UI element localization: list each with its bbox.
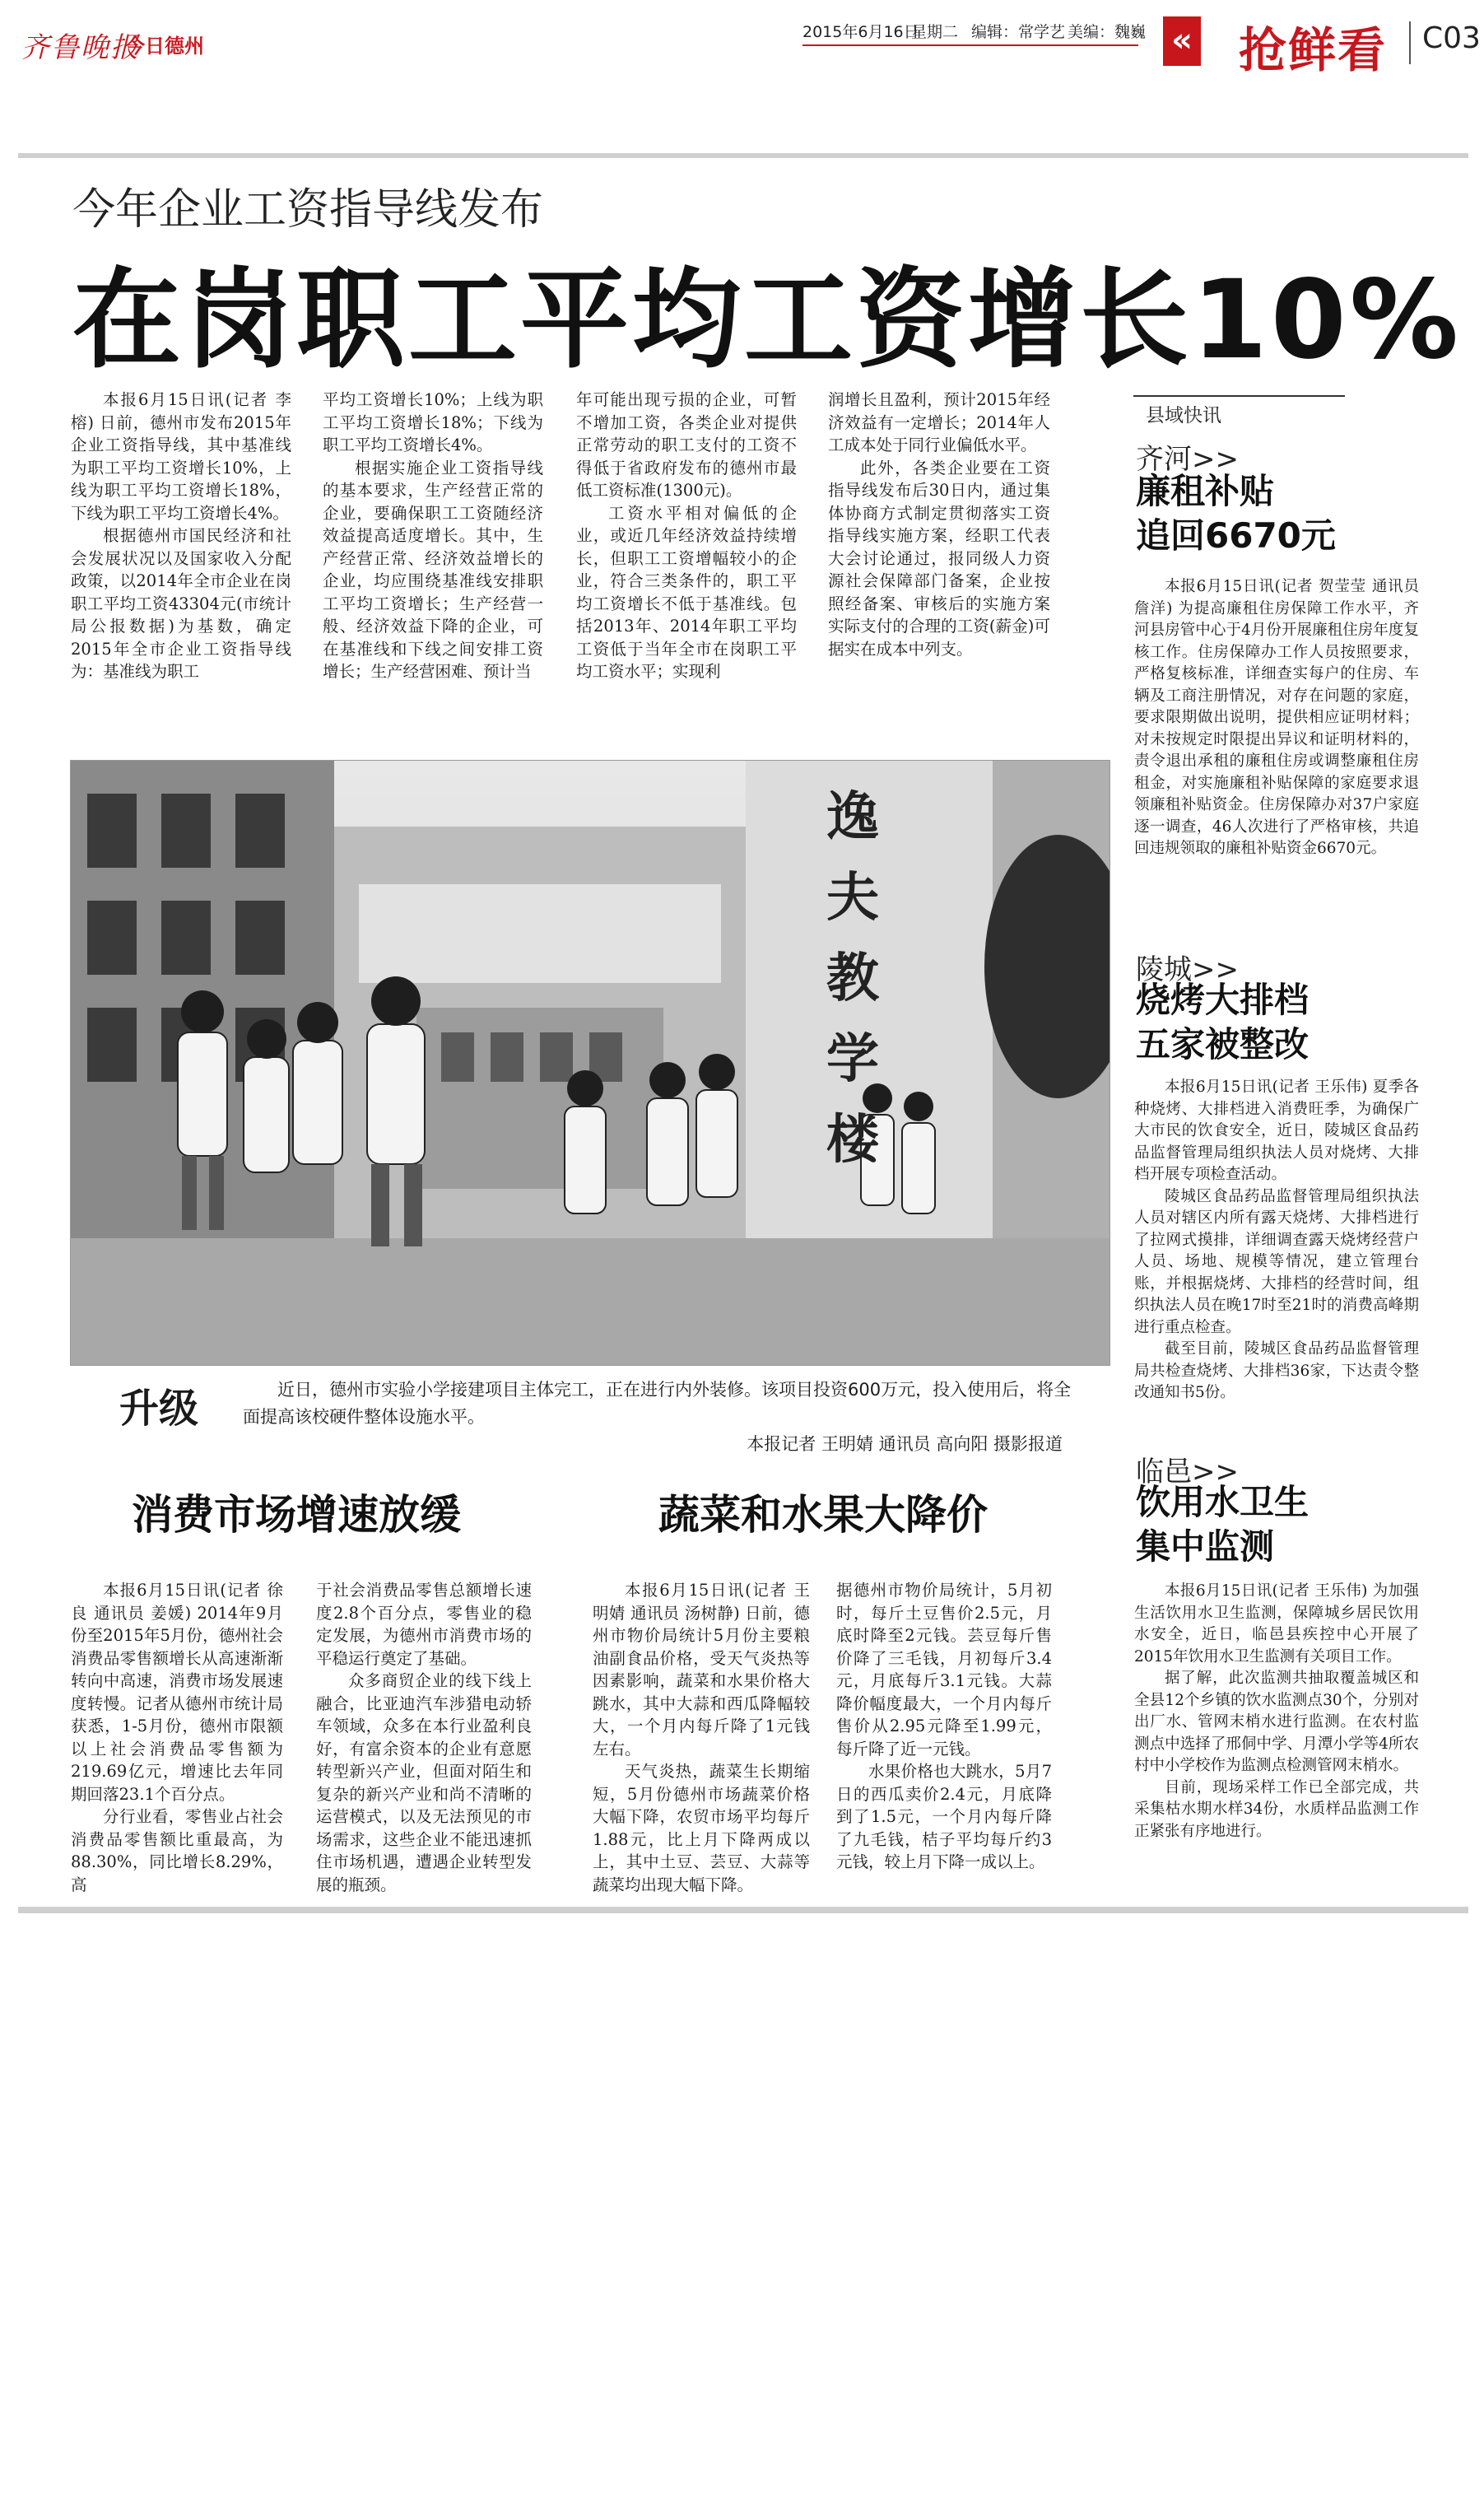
bottom-rule [18,1907,1468,1913]
paragraph: 据了解，此次监测共抽取覆盖城区和全县12个乡镇的饮水监测点30个，分别对出厂水、管网末梢水进行监测。在农村监测点中选择了邢侗中学、月潭小学等4所农村中小学校作为监测点检测管网末梢水。 [1134,1670,1419,1774]
header-divider [1409,21,1411,64]
story-title-line: 五家被整改 [1136,1024,1310,1064]
story-body [1134,576,1419,860]
building-sign: 逸夫教学楼 [826,786,879,1171]
paragraph: 截至目前，陵城区食品药品监督管理局共检查烧烤、大排档36家，下达责令整改通知书5份。 [1134,1340,1419,1401]
top-rule [18,153,1468,158]
article-headline: 在岗职工平均工资增长10% [72,257,1462,384]
consumer-column-2 [316,1579,532,1896]
paragraph: 水果价格也大跳水，5月7日的西瓜卖价2.4元，月底降到了1.5元，一个月内每斤降了九毛钱，桔子平均每斤约3元钱，较上月下降一成以上。 [836,1762,1052,1871]
paragraph: 本报6月15日讯(记者 李榕) 日前，德州市发布2015年企业工资指导线，其中基准线为职工平均工资增长10%，上线为职工平均工资增长18%，下线为职工平均工资增长4%。 [71,390,291,523]
story-title-line: 饮用水卫生 [1136,1482,1310,1522]
paragraph: 平均工资增长10%；上线为职工平均工资增长18%；下线为职工平均工资增长4%。 [323,390,543,454]
story-location: 临邑>> [1136,1456,1239,1488]
story-location: 陵城>> [1136,953,1239,986]
section-name: 今日德州 [125,35,204,58]
paragraph: 此外，各类企业要在工资指导线发布后30日内，通过集体协商方式制定贯彻落实工资指导线实施方案，经职工代表大会讨论通过，报同级人力资源社会保障部门备案，企业按照经备案、审核后的实施方案实际支付的合理的工资(薪金)可据实在成本中列支。 [828,458,1050,659]
paragraph: 分行业看，零售业占社会消费品零售额比重最高，为88.30%，同比增长8.29%，高 [71,1807,283,1894]
vegetable-column-1 [593,1579,810,1896]
consumer-headline: 消费市场增速放缓 [132,1491,461,1539]
paragraph: 根据实施企业工资指导线的基本要求，生产经营正常的企业，要确保职工工资随经济效益提高适度增长。其中，生产经营正常、经济效益增长的企业，均应围绕基准线安排职工平均工资增长；生产经营一般、经济效益下降的企业，可在基准线和下线之间安排工资增长；生产经营困难、预计当 [323,458,543,681]
paragraph: 工资水平相对偏低的企业，或近几年经济效益持续增长，但职工工资增幅较小的企业，符合三类条件的，职工平均工资增长不低于基准线。包括2013年、2014年职工平均工资低于当年全市在岗职工平均工资水平；实现利 [576,503,797,681]
page-number: C03 [1422,21,1481,55]
photo-caption-title: 升级 [119,1386,199,1432]
paragraph: 本报6月15日讯(记者 王乐伟) 为加强生活饮用水卫生监测，保障城乡居民饮用水安全，近日，临邑县疾控中心开展了2015年饮用水卫生监测有关项目工作。 [1134,1582,1419,1665]
photo-illustration [71,761,1110,1365]
main-column-1 [71,389,291,683]
paragraph: 本报6月15日讯(记者 贺莹莹 通讯员 詹洋) 为提高廉租住房保障工作水平，齐河县房管中心于4月份开展廉租住房年度复核工作。住房保障办工作人员按照要求，严格复核标准，详细查实每户的住房、车辆及工商注册情况，对存在问题的家庭，要求限期做出说明，提供相应证明材料；对未按规定时限提出异议和证明材料的，责令退出承租的廉租住房或调整廉租住房租金，对实施廉租补贴保障的家庭要求退领廉租补贴资金。住房保障办对37户家庭逐一调查，46人次进行了严格审核，共追回违规领取的廉租补贴资金6670元。 [1134,578,1419,857]
story-location: 齐河>> [1136,443,1239,476]
sidebar-label-rule [1133,395,1345,397]
page-brand: 抢鲜看 [1239,22,1388,78]
main-column-4 [828,389,1050,660]
story-title-line: 追回6670元 [1136,515,1336,556]
paragraph: 本报6月15日讯(记者 王乐伟) 夏季各种烧烤、大排档进入消费旺季，为确保广大市民的饮食安全，近日，陵城区食品药品监督管理局组织执法人员对烧烤、大排档开展专项检查活动。 [1134,1078,1419,1183]
paragraph: 润增长且盈利，预计2015年经济效益有一定增长；2014年人工成本处于同行业偏低水平。 [828,390,1050,454]
issue-weekday: 星期二 [911,23,959,41]
designer-credit: 美编：魏巍 [1068,23,1147,41]
main-column-3 [576,389,797,683]
story-title [1136,1480,1309,1569]
paragraph: 目前，现场采样工作已全部完成，共采集枯水期水样34份，水质样品监测工作正紧张有序地进行。 [1134,1778,1419,1840]
photo-caption [243,1377,1082,1458]
story-title-line: 廉租补贴 [1136,471,1275,511]
photo-caption-text: 近日，德州市实验小学接建项目主体完工，正在进行内外装修。该项目投资600万元，投入使用后，将全面提高该校硬件整体设施水平。 [243,1380,1072,1427]
article-kicker: 今年企业工资指导线发布 [72,185,544,235]
chevron-left-icon: « [1163,16,1201,66]
vegetable-column-2 [836,1579,1052,1874]
paragraph: 本报6月15日讯(记者 徐良 通讯员 姜媛) 2014年9月份至2015年5月份，德州社会消费品零售额增长从高速渐渐转向中高速，消费市场发展速度转慢。记者从德州市统计局获悉，1-5月份，德州市限额以上社会消费品零售额为219.69亿元，增速比去年同期回落23.1个百分点。 [71,1581,283,1804]
paragraph: 据德州市物价局统计，5月初时，每斤土豆售价2.5元，月底时降至2元钱。芸豆每斤售价降了三毛钱，月初每斤3.4元，月底每斤3.1元钱。大蒜降价幅度最大，一个月内每斤售价从2.95元降至1.99元，每斤降了近一元钱。 [836,1581,1052,1759]
story-body [1134,1077,1419,1405]
story-title [1136,469,1336,558]
story-title-line: 集中监测 [1136,1526,1275,1567]
consumer-column-1 [71,1579,283,1896]
story-title [1136,978,1309,1067]
paragraph: 众多商贸企业的线下线上融合，比亚迪汽车涉猎电动轿车领域，众多在本行业盈利良好，有富余资本的企业有意愿转型新兴产业，但面对陌生和复杂的新兴产业和尚不清晰的运营模式，以及无法预见的市场需求，这些企业不能迅速抓住市场机遇，遭遇企业转型发展的瓶颈。 [316,1671,532,1894]
paragraph: 根据德州市国民经济和社会发展状况以及国家收入分配政策，以2014年全市企业在岗职工平均工资43304元(市统计局公报数据)为基数，确定2015年全市企业工资指导线为：基准线为职工 [71,526,291,681]
paragraph: 陵城区食品药品监督管理局组织执法人员对辖区内所有露天烧烤、大排档进行了拉网式摸排，详细调查露天烧烤经营户人员、场地、规模等情况，建立管理台账，并根据烧烤、大排档的经营时间，组织执法人员在晚17时至21时的消费高峰期进行重点检查。 [1134,1187,1419,1336]
sidebar-label: 县域快讯 [1146,405,1221,426]
main-column-2 [323,389,543,683]
story-body [1134,1581,1419,1842]
newspaper-logo: 齐鲁晚报 [21,31,140,64]
school-photo [70,760,1110,1366]
photo-caption-credit: 本报记者 王明婧 通讯员 高向阳 摄影报道 [747,1434,1063,1454]
editor-credit: 编辑：常学艺 [971,23,1066,41]
story-title-line: 烧烤大排档 [1136,980,1310,1020]
vegetable-headline: 蔬菜和水果大降价 [658,1491,988,1539]
paragraph: 本报6月15日讯(记者 王明婧 通讯员 汤树静) 日前，德州市物价局统计5月份主要粮油副食品价格，受天气炎热等因素影响，蔬菜和水果价格大跳水，其中大蒜和西瓜降幅较大，一个月内每斤降了1元钱左右。 [593,1581,810,1759]
paragraph: 天气炎热，蔬菜生长期缩短，5月份德州市场蔬菜价格大幅下降，农贸市场平均每斤1.88元，比上月下降两成以上，其中土豆、芸豆、大蒜等蔬菜均出现大幅下降。 [593,1762,810,1894]
header-rule [802,44,1138,46]
paragraph: 年可能出现亏损的企业，可暂不增加工资，各类企业对提供正常劳动的职工支付的工资不得低于省政府发布的德州市最低工资标准(1300元)。 [576,390,797,500]
paragraph: 于社会消费品零售总额增长速度2.8个百分点，零售业的稳定发展，为德州市消费市场的平稳运行奠定了基础。 [316,1581,532,1668]
issue-date: 2015年6月16日 [802,23,919,41]
